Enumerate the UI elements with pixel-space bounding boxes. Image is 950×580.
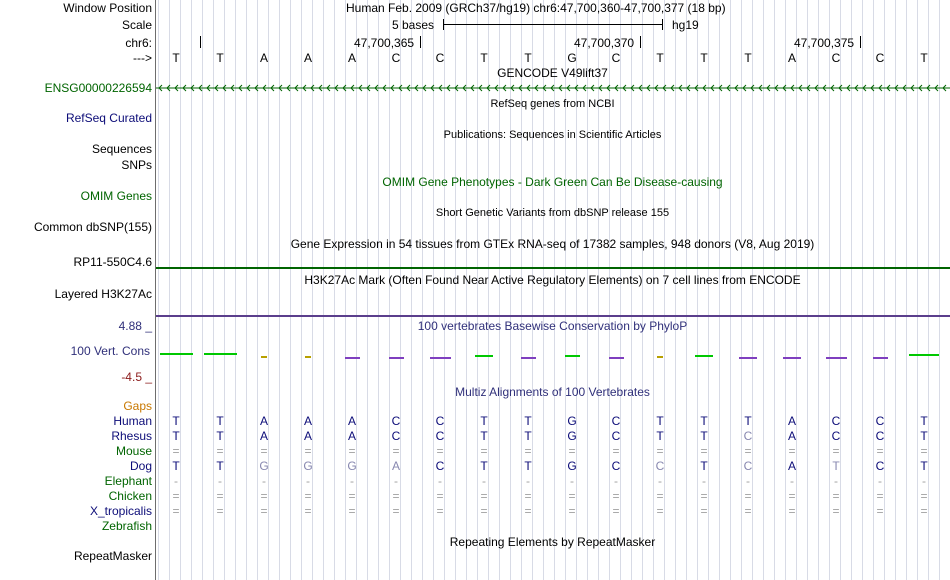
track-title-h3k27ac: H3K27Ac Mark (Often Found Near Active Regulatory Elements) on 7 cell lines from ENCODE <box>304 273 801 287</box>
alignment-cell: C <box>611 459 621 473</box>
base-letter: A <box>259 51 268 65</box>
alignment-cell: A <box>347 414 356 428</box>
coord-tick <box>860 36 861 48</box>
alignment-cell: T <box>700 429 708 443</box>
alignment-cell: T <box>172 414 180 428</box>
conservation-mark <box>657 356 663 358</box>
alignment-cell: = <box>392 489 400 503</box>
track-label-conservation[interactable]: 100 Vert. Cons <box>70 344 150 358</box>
assembly-label: hg19 <box>672 18 699 32</box>
alignment-cell: = <box>216 504 224 518</box>
chrom-label: chr6: <box>125 36 152 50</box>
base-letter: T <box>216 51 224 65</box>
conservation-mark <box>873 357 888 359</box>
alignment-cell: = <box>392 504 400 518</box>
species-label[interactable]: Rhesus <box>111 429 152 443</box>
alignment-cell: T <box>524 429 532 443</box>
alignment-cell: = <box>612 489 620 503</box>
alignment-cell: = <box>920 444 928 458</box>
alignment-cell: = <box>876 489 884 503</box>
track-label-h3k27ac[interactable]: Layered H3K27Ac <box>54 287 152 301</box>
alignment-cell: = <box>348 444 356 458</box>
alignment-cell: = <box>568 489 576 503</box>
scale-value: 5 bases <box>392 18 435 32</box>
conservation-mark <box>345 357 360 359</box>
conservation-mark <box>521 357 536 359</box>
alignment-cell: C <box>743 459 753 473</box>
h3k27ac-signal[interactable] <box>156 315 950 317</box>
conservation-mark <box>389 357 404 359</box>
coord-tick <box>200 36 201 48</box>
alignment-cell: = <box>700 504 708 518</box>
alignment-cell: A <box>787 429 796 443</box>
alignment-cell: = <box>788 489 796 503</box>
alignment-cell: C <box>875 429 885 443</box>
alignment-cell: T <box>216 414 224 428</box>
conservation-mark <box>204 353 237 355</box>
alignment-cell: - <box>438 474 442 488</box>
alignment-cell: T <box>700 414 708 428</box>
alignment-cell: A <box>391 459 400 473</box>
alignment-cell: = <box>656 444 664 458</box>
alignment-cell: T <box>216 429 224 443</box>
track-label-repeatmasker[interactable]: RepeatMasker <box>73 549 152 563</box>
track-label-gaps[interactable]: Gaps <box>123 399 152 413</box>
alignment-cell: T <box>920 459 928 473</box>
scale-bar-left-cap <box>443 19 444 30</box>
alignment-cell: = <box>436 489 444 503</box>
alignment-cell: = <box>348 504 356 518</box>
alignment-cell: = <box>392 444 400 458</box>
alignment-cell: = <box>216 444 224 458</box>
conservation-mark <box>305 356 311 358</box>
alignment-cell: = <box>304 489 312 503</box>
alignment-cell: - <box>394 474 398 488</box>
alignment-cell: G <box>567 429 577 443</box>
species-label[interactable]: Mouse <box>115 444 152 458</box>
coord-tick <box>640 36 641 48</box>
alignment-cell: C <box>435 459 445 473</box>
coord-label: 47,700,365 <box>354 36 415 50</box>
base-letter: T <box>172 51 180 65</box>
alignment-cell: = <box>744 504 752 518</box>
species-label[interactable]: Elephant <box>104 474 152 488</box>
base-letter: C <box>391 51 401 65</box>
alignment-cell: C <box>611 414 621 428</box>
conservation-mark <box>430 357 451 359</box>
alignment-cell: T <box>700 459 708 473</box>
alignment-cell: C <box>875 459 885 473</box>
alignment-cell: = <box>700 444 708 458</box>
alignment-cell: - <box>702 474 706 488</box>
track-title-multiz: Multiz Alignments of 100 Vertebrates <box>455 385 650 399</box>
track-title-dbsnp: Short Genetic Variants from dbSNP release 155 <box>435 207 670 219</box>
track-title-conservation: 100 vertebrates Basewise Conservation by PhyloP <box>417 319 688 333</box>
alignment-cell: = <box>744 444 752 458</box>
alignment-cell: = <box>260 444 268 458</box>
alignment-cell: G <box>347 459 357 473</box>
alignment-cell: - <box>526 474 530 488</box>
alignment-cell: = <box>876 504 884 518</box>
conservation-mark <box>160 353 193 355</box>
base-letter: C <box>611 51 621 65</box>
track-label-refseq[interactable]: RefSeq Curated <box>65 111 152 125</box>
alignment-cell: = <box>480 444 488 458</box>
conservation-mark <box>783 357 801 359</box>
alignment-cell: - <box>350 474 354 488</box>
strand-label: ---> <box>133 51 152 65</box>
scale-bar <box>443 24 663 25</box>
alignment-cell: - <box>174 474 178 488</box>
alignment-cell: A <box>259 429 268 443</box>
alignment-cell: C <box>435 414 445 428</box>
window-position-label: Window Position <box>63 1 152 15</box>
alignment-cell: T <box>172 459 180 473</box>
alignment-cell: C <box>831 414 841 428</box>
alignment-cell: T <box>656 414 664 428</box>
alignment-cell: T <box>480 429 488 443</box>
alignment-cell: = <box>216 489 224 503</box>
alignment-cell: T <box>832 459 840 473</box>
alignment-cell: T <box>480 414 488 428</box>
species-label[interactable]: Human <box>113 414 152 428</box>
base-letter: C <box>831 51 841 65</box>
alignment-cell: = <box>436 504 444 518</box>
alignment-cell: A <box>303 414 312 428</box>
coord-label: 47,700,370 <box>574 36 635 50</box>
cons-axis-min: -4.5 _ <box>121 370 152 384</box>
alignment-cell: - <box>922 474 926 488</box>
alignment-cell: C <box>743 429 753 443</box>
species-label[interactable]: Chicken <box>108 489 152 503</box>
alignment-cell: = <box>568 504 576 518</box>
track-title-refseq: RefSeq genes from NCBI <box>490 98 615 110</box>
alignment-cell: - <box>570 474 574 488</box>
alignment-cell: - <box>658 474 662 488</box>
base-letter: A <box>347 51 356 65</box>
alignment-cell: = <box>612 444 620 458</box>
base-letter: G <box>567 51 577 65</box>
alignment-cell: = <box>700 489 708 503</box>
alignment-cell: T <box>920 414 928 428</box>
track-title-gencode: GENCODE V49lift37 <box>497 66 608 80</box>
base-letter: T <box>920 51 928 65</box>
alignment-cell: G <box>259 459 269 473</box>
track-title-gtex: Gene Expression in 54 tissues from GTEx RNA-seq of 17382 samples, 948 donors (V8, Aug 2019) <box>290 237 815 251</box>
alignment-cell: C <box>611 429 621 443</box>
alignment-cell: - <box>834 474 838 488</box>
base-letter: C <box>435 51 445 65</box>
alignment-cell: - <box>306 474 310 488</box>
alignment-cell: T <box>172 429 180 443</box>
alignment-cell: G <box>303 459 313 473</box>
alignment-cell: - <box>790 474 794 488</box>
base-letter: T <box>656 51 664 65</box>
window-position-value: Human Feb. 2009 (GRCh37/hg19) chr6:47,700,360-47,700,377 (18 bp) <box>346 1 726 15</box>
conservation-mark <box>739 357 757 359</box>
alignment-cell: C <box>391 429 401 443</box>
alignment-cell: T <box>216 459 224 473</box>
track-label-gencode[interactable]: ENSG00000226594 <box>44 81 152 95</box>
conservation-mark <box>475 355 493 357</box>
alignment-cell: = <box>524 444 532 458</box>
alignment-cell: A <box>347 429 356 443</box>
conservation-mark <box>826 357 847 359</box>
track-title-repeatmasker: Repeating Elements by RepeatMasker <box>449 535 656 549</box>
alignment-cell: A <box>259 414 268 428</box>
base-letter: A <box>303 51 312 65</box>
conservation-mark <box>261 356 267 358</box>
track-label-omim[interactable]: OMIM Genes <box>80 189 152 203</box>
base-letter: C <box>875 51 885 65</box>
track-label-snps[interactable]: SNPs <box>121 158 152 172</box>
alignment-cell: = <box>480 489 488 503</box>
alignment-cell: = <box>172 504 180 518</box>
alignment-cell: T <box>744 414 752 428</box>
alignment-cell: = <box>744 489 752 503</box>
base-letter: A <box>787 51 796 65</box>
track-label-dbsnp[interactable]: Common dbSNP(155) <box>33 220 152 234</box>
alignment-cell: T <box>480 459 488 473</box>
alignment-cell: = <box>788 504 796 518</box>
scale-bar-right-cap <box>662 19 663 30</box>
alignment-cell: A <box>787 414 796 428</box>
alignment-cell: = <box>260 489 268 503</box>
alignment-cell: T <box>656 429 664 443</box>
alignment-cell: = <box>480 504 488 518</box>
coord-tick <box>420 36 421 48</box>
base-letter: T <box>524 51 532 65</box>
scale-label: Scale <box>121 18 152 32</box>
alignment-cell: C <box>435 429 445 443</box>
conservation-mark <box>695 355 713 357</box>
alignment-cell: C <box>391 414 401 428</box>
alignment-cell: = <box>172 444 180 458</box>
alignment-cell: = <box>832 489 840 503</box>
alignment-cell: = <box>656 489 664 503</box>
alignment-cell: = <box>612 504 620 518</box>
alignment-cell: = <box>920 489 928 503</box>
alignment-cell: - <box>614 474 618 488</box>
alignment-cell: = <box>568 444 576 458</box>
alignment-cell: = <box>876 444 884 458</box>
coord-label: 47,700,375 <box>794 36 855 50</box>
track-label-gtex[interactable]: RP11-550C4.6 <box>73 255 152 269</box>
alignment-cell: = <box>524 489 532 503</box>
alignment-cell: C <box>655 459 665 473</box>
species-label[interactable]: Dog <box>129 459 152 473</box>
alignment-cell: - <box>878 474 882 488</box>
alignment-cell: - <box>262 474 266 488</box>
alignment-cell: = <box>172 489 180 503</box>
alignment-cell: A <box>787 459 796 473</box>
alignment-cell: T <box>524 414 532 428</box>
alignment-cell: - <box>218 474 222 488</box>
track-title-publications: Publications: Sequences in Scientific Articles <box>443 129 662 141</box>
gtex-gene-bar[interactable] <box>156 267 950 269</box>
alignment-cell: - <box>746 474 750 488</box>
alignment-cell: = <box>524 504 532 518</box>
alignment-cell: = <box>832 444 840 458</box>
base-letter: T <box>700 51 708 65</box>
base-letter: T <box>480 51 488 65</box>
species-label[interactable]: X_tropicalis <box>89 504 152 518</box>
alignment-cell: = <box>920 504 928 518</box>
cons-axis-max: 4.88 _ <box>118 319 152 333</box>
alignment-cell: = <box>304 444 312 458</box>
alignment-cell: T <box>524 459 532 473</box>
species-label[interactable]: Zebrafish <box>101 519 152 533</box>
alignment-cell: = <box>260 504 268 518</box>
alignment-cell: = <box>304 504 312 518</box>
alignment-cell: = <box>656 504 664 518</box>
base-letter: T <box>744 51 752 65</box>
alignment-cell: T <box>920 429 928 443</box>
alignment-cell: = <box>832 504 840 518</box>
conservation-mark <box>565 355 580 357</box>
alignment-cell: G <box>567 414 577 428</box>
alignment-cell: = <box>348 489 356 503</box>
gene-model-gencode[interactable] <box>156 80 950 96</box>
alignment-cell: = <box>788 444 796 458</box>
alignment-cell: A <box>303 429 312 443</box>
conservation-mark <box>909 354 939 356</box>
track-label-sequences[interactable]: Sequences <box>91 142 152 156</box>
alignment-cell: = <box>436 444 444 458</box>
alignment-cell: C <box>875 414 885 428</box>
conservation-mark <box>609 357 624 359</box>
alignment-cell: G <box>567 459 577 473</box>
alignment-cell: C <box>831 429 841 443</box>
track-title-omim: OMIM Gene Phenotypes - Dark Green Can Be Disease-causing <box>382 175 723 189</box>
alignment-cell: - <box>482 474 486 488</box>
